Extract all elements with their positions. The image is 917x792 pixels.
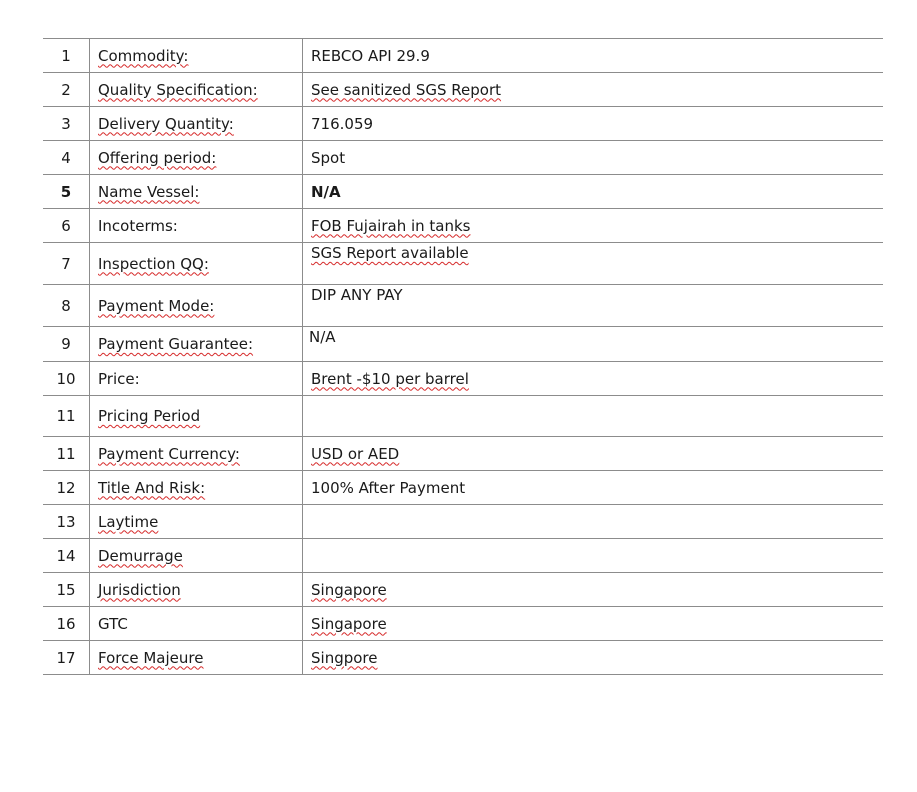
label-text: Force Majeure xyxy=(98,648,204,667)
table-row xyxy=(43,505,883,539)
label-text: Name Vessel: xyxy=(98,182,200,201)
row-number: 13 xyxy=(43,505,90,539)
label-text: Commodity: xyxy=(98,46,189,65)
row-label xyxy=(90,505,303,539)
row-value: REBCO API 29.9 xyxy=(303,39,884,73)
row-number: 6 xyxy=(43,209,90,243)
row-value xyxy=(303,539,884,573)
row-number: 1 xyxy=(43,39,90,73)
row-value xyxy=(303,607,884,641)
table-row xyxy=(43,141,883,175)
row-label: Incoterms: xyxy=(90,209,303,243)
row-number: 15 xyxy=(43,573,90,607)
label-text: Title And Risk: xyxy=(98,478,206,497)
row-value: N/A xyxy=(303,175,884,209)
row-label xyxy=(90,39,303,73)
label-text: Payment Guarantee: xyxy=(98,335,254,353)
table-row xyxy=(43,396,883,437)
row-value xyxy=(303,396,884,437)
row-value xyxy=(303,641,884,675)
row-label xyxy=(90,573,303,607)
value-text: SGS Report available xyxy=(311,244,469,262)
row-number: 8 xyxy=(43,285,90,327)
row-number: 11 xyxy=(43,437,90,471)
label-text: Jurisdiction xyxy=(98,580,181,599)
value-text: See sanitized SGS Report xyxy=(311,80,502,99)
row-label xyxy=(90,396,303,437)
row-value: DIP ANY PAY xyxy=(303,285,884,327)
row-value xyxy=(303,437,884,471)
table-row xyxy=(43,243,883,285)
value-text: N/A xyxy=(309,328,336,346)
row-label: Price: xyxy=(90,362,303,396)
row-number: 12 xyxy=(43,471,90,505)
label-text: Pricing Period xyxy=(98,407,201,425)
label-text: Quality Specification: xyxy=(98,80,258,99)
table-row xyxy=(43,327,883,362)
row-value: 100% After Payment xyxy=(303,471,884,505)
row-label xyxy=(90,243,303,285)
row-value xyxy=(303,362,884,396)
table-row xyxy=(43,362,883,396)
row-label xyxy=(90,141,303,175)
table-row xyxy=(43,285,883,327)
row-value xyxy=(303,505,884,539)
row-value xyxy=(303,573,884,607)
row-number: 14 xyxy=(43,539,90,573)
table-row xyxy=(43,607,883,641)
value-text: FOB Fujairah in tanks xyxy=(311,216,471,235)
row-value xyxy=(303,209,884,243)
row-number: 9 xyxy=(43,327,90,362)
table-row xyxy=(43,539,883,573)
row-label xyxy=(90,175,303,209)
row-label xyxy=(90,471,303,505)
table-row xyxy=(43,573,883,607)
value-text: Brent -$10 per barrel xyxy=(311,369,469,388)
row-label xyxy=(90,327,303,362)
contract-terms-table xyxy=(43,38,883,675)
row-number: 16 xyxy=(43,607,90,641)
table-row xyxy=(43,641,883,675)
label-text: Delivery Quantity: xyxy=(98,114,234,133)
row-label xyxy=(90,285,303,327)
row-number: 7 xyxy=(43,243,90,285)
row-label xyxy=(90,107,303,141)
table-row xyxy=(43,175,883,209)
row-label xyxy=(90,437,303,471)
row-value xyxy=(303,243,884,285)
row-label xyxy=(90,641,303,675)
label-text: Demurrage xyxy=(98,546,183,565)
label-text: Laytime xyxy=(98,512,159,531)
row-label: GTC xyxy=(90,607,303,641)
row-number: 17 xyxy=(43,641,90,675)
label-text: Offering period: xyxy=(98,148,217,167)
row-number: 4 xyxy=(43,141,90,175)
value-text: Singapore xyxy=(311,614,387,633)
row-value xyxy=(303,73,884,107)
label-text: Inspection QQ: xyxy=(98,254,209,273)
table-row xyxy=(43,471,883,505)
row-number: 11 xyxy=(43,396,90,437)
table-row xyxy=(43,209,883,243)
table-row xyxy=(43,437,883,471)
row-label xyxy=(90,73,303,107)
row-value: 716.059 xyxy=(303,107,884,141)
table-row xyxy=(43,39,883,73)
row-value xyxy=(303,327,884,362)
value-text: Singpore xyxy=(311,648,378,667)
value-text: Singapore xyxy=(311,580,387,599)
label-text: Payment Currency: xyxy=(98,444,240,463)
table-row xyxy=(43,73,883,107)
row-number: 10 xyxy=(43,362,90,396)
row-number: 5 xyxy=(43,175,90,209)
table-row xyxy=(43,107,883,141)
row-label xyxy=(90,539,303,573)
row-number: 3 xyxy=(43,107,90,141)
label-text: Payment Mode: xyxy=(98,296,215,315)
value-text: USD or AED xyxy=(311,444,400,463)
row-value: Spot xyxy=(303,141,884,175)
row-number: 2 xyxy=(43,73,90,107)
